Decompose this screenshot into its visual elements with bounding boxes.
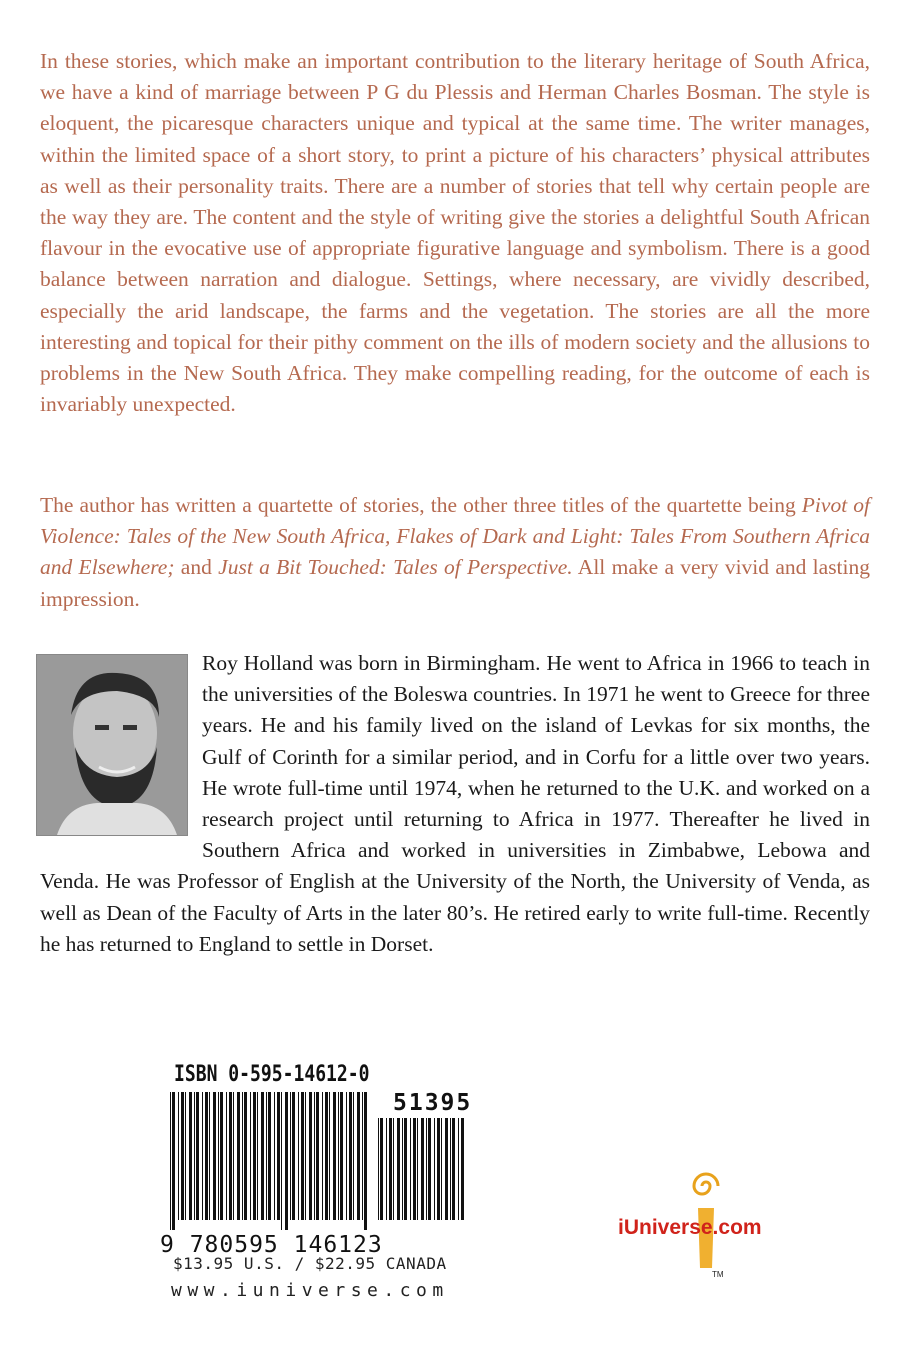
barcode-bar bbox=[202, 1092, 203, 1220]
barcode-bar bbox=[434, 1118, 435, 1220]
barcode-bar bbox=[189, 1092, 192, 1220]
barcode-bar bbox=[428, 1118, 431, 1220]
barcode-bar bbox=[437, 1118, 440, 1220]
iuniverse-logo bbox=[618, 1168, 788, 1283]
barcode-bar bbox=[268, 1092, 271, 1220]
barcode-bar bbox=[266, 1092, 267, 1220]
barcode-bar bbox=[242, 1092, 243, 1220]
blurb-closing: All make a very vivid and lasting impression. bbox=[40, 555, 871, 611]
blurb-paragraph-2 bbox=[40, 490, 870, 615]
quartette-title-2: Just a Bit Touched: Tales of Perspective. bbox=[218, 555, 573, 580]
barcode-bar bbox=[218, 1092, 219, 1220]
barcode-bar bbox=[404, 1118, 407, 1220]
barcode-bar bbox=[172, 1092, 175, 1230]
iuniverse-logo-text: iUniverse.com bbox=[618, 1216, 762, 1239]
barcode-bar bbox=[450, 1118, 451, 1220]
barcode-bar bbox=[410, 1118, 411, 1220]
barcode-bar bbox=[309, 1092, 312, 1220]
barcode-bar bbox=[393, 1118, 394, 1220]
barcode-bar bbox=[185, 1092, 186, 1220]
barcode-bar bbox=[213, 1092, 216, 1220]
barcode-bar bbox=[413, 1118, 416, 1220]
barcode-bar bbox=[441, 1118, 442, 1220]
barcode-bar bbox=[357, 1092, 360, 1220]
barcode-bar bbox=[329, 1092, 330, 1220]
barcode-bar bbox=[316, 1092, 319, 1220]
barcode-bar bbox=[298, 1092, 299, 1220]
barcode-bar bbox=[285, 1092, 288, 1230]
website-url: www.iuniverse.com bbox=[171, 1280, 449, 1301]
barcode-bar bbox=[314, 1092, 315, 1220]
author-photo bbox=[36, 654, 188, 836]
barcode-bar bbox=[226, 1092, 227, 1220]
barcode-bar bbox=[452, 1118, 455, 1220]
barcode-digits: 9 780595 146123 bbox=[160, 1232, 383, 1258]
author-portrait-image bbox=[37, 655, 187, 835]
barcode-bar bbox=[170, 1092, 171, 1230]
barcode-bar bbox=[244, 1092, 247, 1220]
barcode-bar bbox=[333, 1092, 336, 1220]
blurb-quartette-intro: The author has written a quartette of stories, the other three titles of the quartette being bbox=[40, 493, 802, 517]
barcode-bar bbox=[233, 1092, 234, 1220]
barcode-bar bbox=[421, 1118, 424, 1220]
barcode-bar bbox=[380, 1118, 383, 1220]
author-bio bbox=[40, 648, 870, 960]
barcode-bar bbox=[461, 1118, 464, 1220]
price-code: 51395 bbox=[393, 1090, 473, 1116]
barcode-bar bbox=[402, 1118, 403, 1220]
barcode-bar bbox=[261, 1092, 264, 1220]
barcode-bar bbox=[305, 1092, 306, 1220]
barcode-bar bbox=[250, 1092, 251, 1220]
barcode-bar bbox=[364, 1092, 367, 1230]
barcode-bar bbox=[290, 1092, 291, 1220]
barcode-bar bbox=[417, 1118, 418, 1220]
barcode-bar bbox=[322, 1092, 323, 1220]
barcode-bar bbox=[196, 1092, 199, 1220]
barcode-bar bbox=[426, 1118, 427, 1220]
barcode-bar bbox=[220, 1092, 223, 1220]
blurb-paragraph-1: In these stories, which make an important contribution to the literary heritage of South Africa, we have a kind of marriage between P G du Plessis and Herman Charles Bosman. The style is eloquent, the picaresque characters unique and typical at the same time. The writer manages, within the limited space of a short story, to print a picture of his characters’ physical attributes as well as their personality traits. There are a number of stories that tell why certain people are the way they are. The content and the style of writing give the stories a delightful South African flavour in the evocative use of appropriate figurative language and symbolism. There is a good balance between narration and dialogue. Settings, where necessary, are vividly described, especially the arid landscape, the farms and the vegetation. The stories are all the more interesting and topical for their pithy comment on the ills of modern society and the allusions to problems in the New South Africa. They make compelling reading, for the outcome of each is invariably unexpected. bbox=[40, 49, 870, 417]
barcode-bar bbox=[292, 1092, 295, 1220]
trademark-mark: TM bbox=[712, 1270, 724, 1279]
barcode-bar bbox=[205, 1092, 208, 1220]
barcode-bar bbox=[181, 1092, 184, 1220]
barcode-bar bbox=[445, 1118, 448, 1220]
barcode-bar bbox=[253, 1092, 256, 1220]
barcode-bar bbox=[178, 1092, 179, 1220]
barcode-bar bbox=[209, 1092, 210, 1220]
barcode-bar bbox=[340, 1092, 343, 1220]
barcode-bar bbox=[237, 1092, 240, 1220]
barcode-bar bbox=[229, 1092, 232, 1220]
addon-barcode bbox=[378, 1118, 468, 1230]
barcode-bar bbox=[389, 1118, 392, 1220]
barcode-bar bbox=[325, 1092, 328, 1220]
blurb-and: and bbox=[174, 555, 219, 580]
barcode-bar bbox=[194, 1092, 195, 1220]
barcode-bar bbox=[257, 1092, 258, 1220]
barcode-bar bbox=[397, 1118, 400, 1220]
barcode-bar bbox=[378, 1118, 379, 1220]
price-line: $13.95 U.S. / $22.95 CANADA bbox=[173, 1254, 447, 1273]
barcode-bar bbox=[349, 1092, 352, 1220]
barcode-bar bbox=[346, 1092, 347, 1220]
barcode-bar bbox=[338, 1092, 339, 1220]
barcode-bar bbox=[274, 1092, 275, 1220]
barcode-bar bbox=[277, 1092, 280, 1220]
barcode-bar bbox=[386, 1118, 387, 1220]
ean-barcode bbox=[170, 1092, 370, 1230]
barcode-bar bbox=[362, 1092, 363, 1220]
author-bio-text: Roy Holland was born in Birmingham. He went to Africa in 1966 to teach in the universities of the Boleswa countries. In 1971 he went to Greece for three years. He and his family lived on the island of Levkas for six months, the Gulf of Corinth for a similar period, and in Corfu for a little over two years. He wrote full-time until 1974, when he returned to the U.K. and worked on a research project until returning to Africa in 1977. Thereafter he lived in Southern Africa and worked in universities in Zimbabwe, Lebowa and Venda. He was Professor of English at the University of the North, the University of Venda, as well as Dean of the Faculty of Arts in the later 80’s. He retired early to write full-time. Recently he has returned to England to settle in Dorset. bbox=[40, 651, 870, 956]
quartette-title-1: Pivot of Violence: Tales of the New South Africa, Flakes of Dark and Light: Tales From Southern Africa and Elsewhere; bbox=[40, 493, 870, 580]
barcode-bar bbox=[458, 1118, 459, 1220]
isbn-label: ISBN 0-595-14612-0 bbox=[174, 1062, 370, 1087]
barcode-bar bbox=[281, 1092, 282, 1230]
barcode-bar bbox=[301, 1092, 304, 1220]
barcode-bar bbox=[353, 1092, 354, 1220]
